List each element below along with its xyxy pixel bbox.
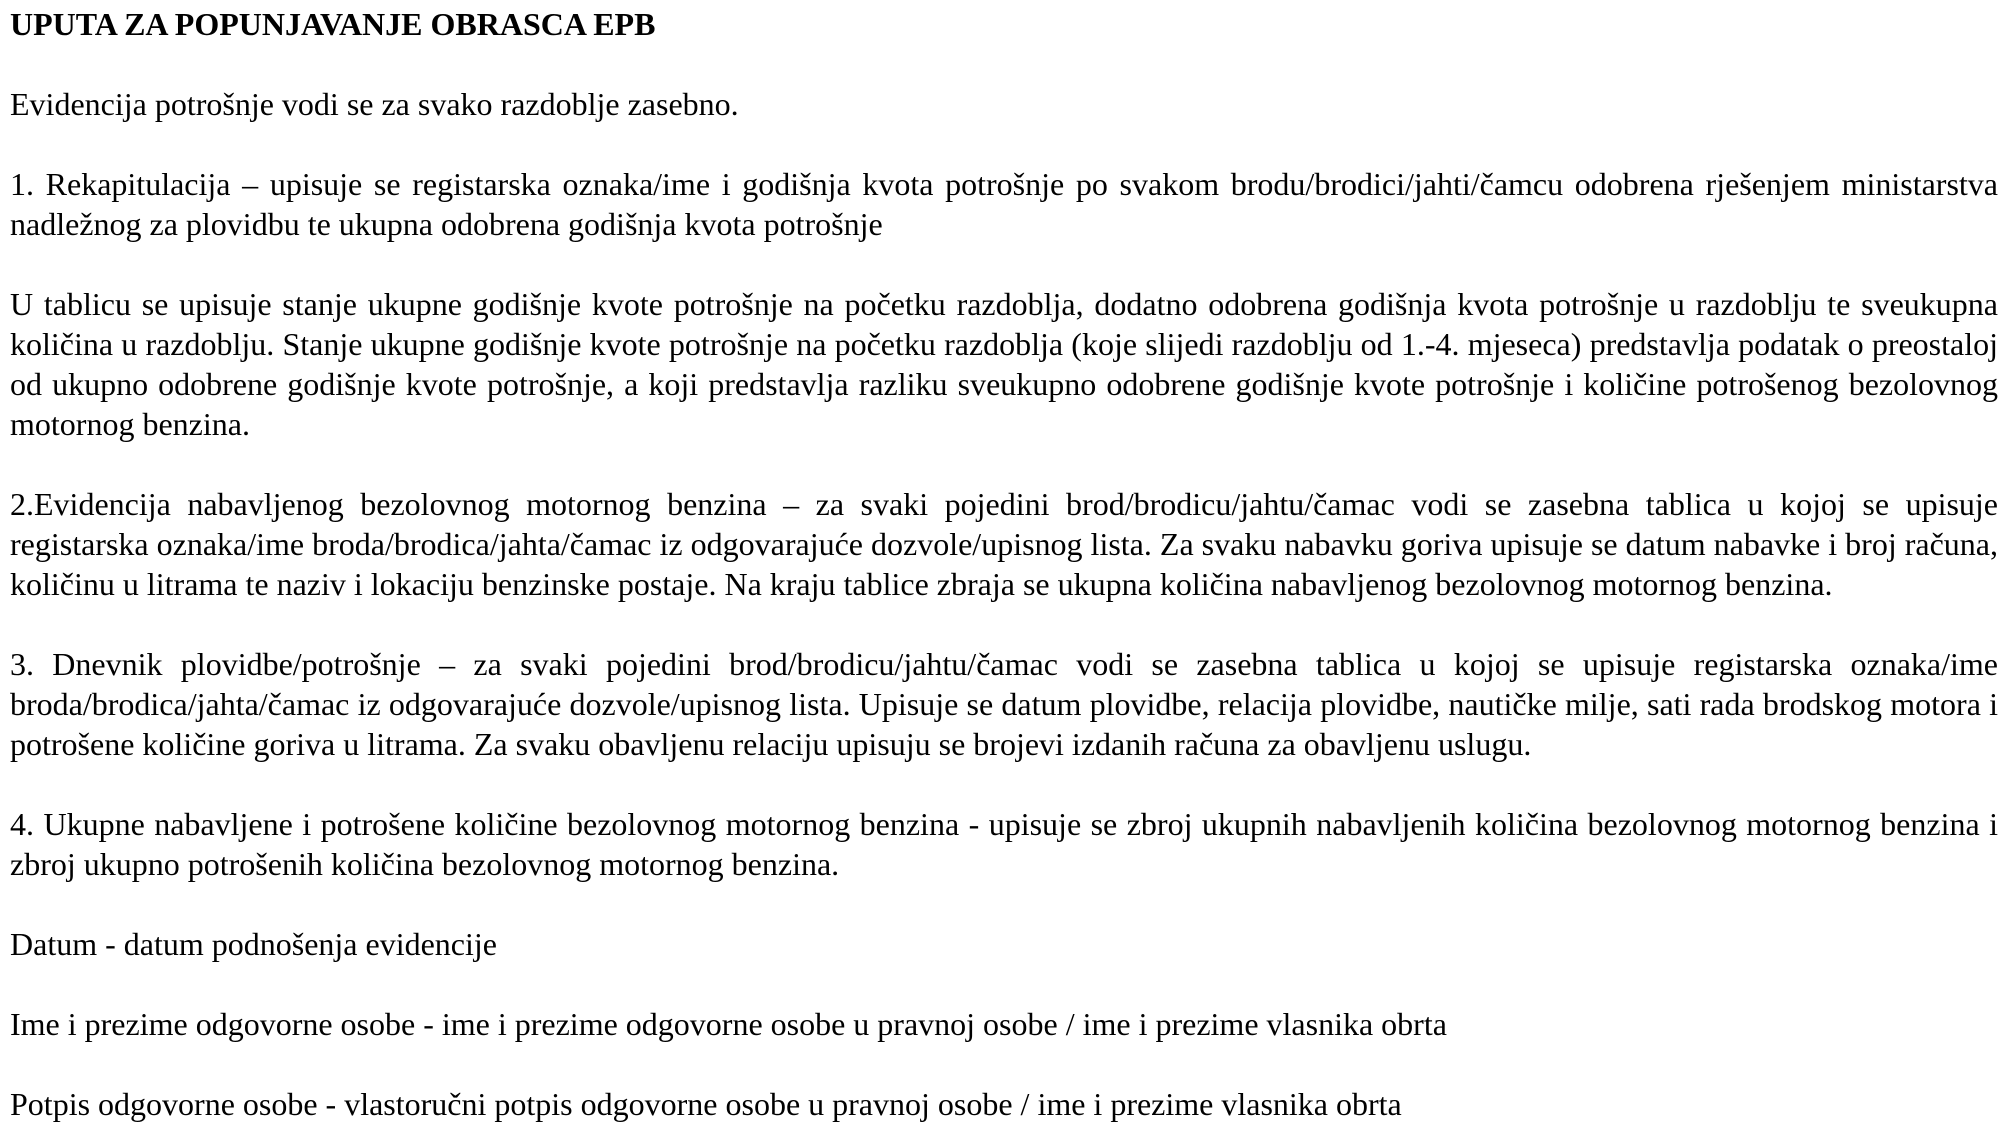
paragraph-section-1-table-details: U tablicu se upisuje stanje ukupne godišnje kvote potrošnje na početku razdoblja, dodatno odobrena godišnja kvota potrošnje u razdoblju te sveukupna količina u razdoblju. Stanje ukupne godišnje kvote potrošnje na početku razdoblja (koje slijedi razdoblju od 1.-4. mjeseca) predstavlja podatak o preostaloj od ukupno odobrene godišnje kvote potrošnje, a koji predstavlja razliku sveukupno odobrene godišnje kvote potrošnje i količine potrošenog bezolovnog motornog benzina. [10, 286, 1998, 442]
paragraph-section-3-dnevnik-plovidbe: 3. Dnevnik plovidbe/potrošnje – za svaki pojedini brod/brodicu/jahtu/čamac vodi se zasebna tablica u kojoj se upisuje registarska oznaka/ime broda/brodica/jahta/čamac iz odgovarajuće dozvole/upisnog lista. Upisuje se datum plovidbe, relacija plovidbe, nautičke milje, sati rada brodskog motora i potrošene količine goriva u litrama. Za svaku obavljenu relaciju upisuju se brojevi izdanih računa za obavljenu uslugu. [10, 646, 1998, 762]
paragraph-ime-i-prezime: Ime i prezime odgovorne osobe - ime i prezime odgovorne osobe u pravnoj osobe / ime i prezime vlasnika obrta [10, 1006, 1447, 1042]
document-title: UPUTA ZA POPUNJAVANJE OBRASCA EPB [10, 6, 656, 42]
paragraph-datum: Datum - datum podnošenja evidencije [10, 926, 497, 962]
paragraph-potpis: Potpis odgovorne osobe - vlastoručni potpis odgovorne osobe u pravnoj osobe / ime i prezime vlasnika obrta [10, 1086, 1402, 1122]
paragraph-section-4-ukupne-kolicine: 4. Ukupne nabavljene i potrošene količine bezolovnog motornog benzina - upisuje se zbroj ukupnih nabavljenih količina bezolovnog motornog benzina i zbroj ukupno potrošenih količina bezolovnog motornog benzina. [10, 806, 1998, 882]
paragraph-section-1-rekapitulacija: 1. Rekapitulacija – upisuje se registarska oznaka/ime i godišnja kvota potrošnje po svakom brodu/brodici/jahti/čamcu odobrena rješenjem ministarstva nadležnog za plovidbu te ukupna odobrena godišnja kvota potrošnje [10, 166, 1998, 242]
paragraph-section-2-evidencija-nabavljenog: 2.Evidencija nabavljenog bezolovnog motornog benzina – za svaki pojedini brod/brodicu/jahtu/čamac vodi se zasebna tablica u kojoj se upisuje registarska oznaka/ime broda/brodica/jahta/čamac iz odgovarajuće dozvole/upisnog lista. Za svaku nabavku goriva upisuje se datum nabavke i broj računa, količinu u litrama te naziv i lokaciju benzinske postaje. Na kraju tablice zbraja se ukupna količina nabavljenog bezolovnog motornog benzina. [10, 486, 1998, 602]
paragraph-intro: Evidencija potrošnje vodi se za svako razdoblje zasebno. [10, 86, 739, 122]
